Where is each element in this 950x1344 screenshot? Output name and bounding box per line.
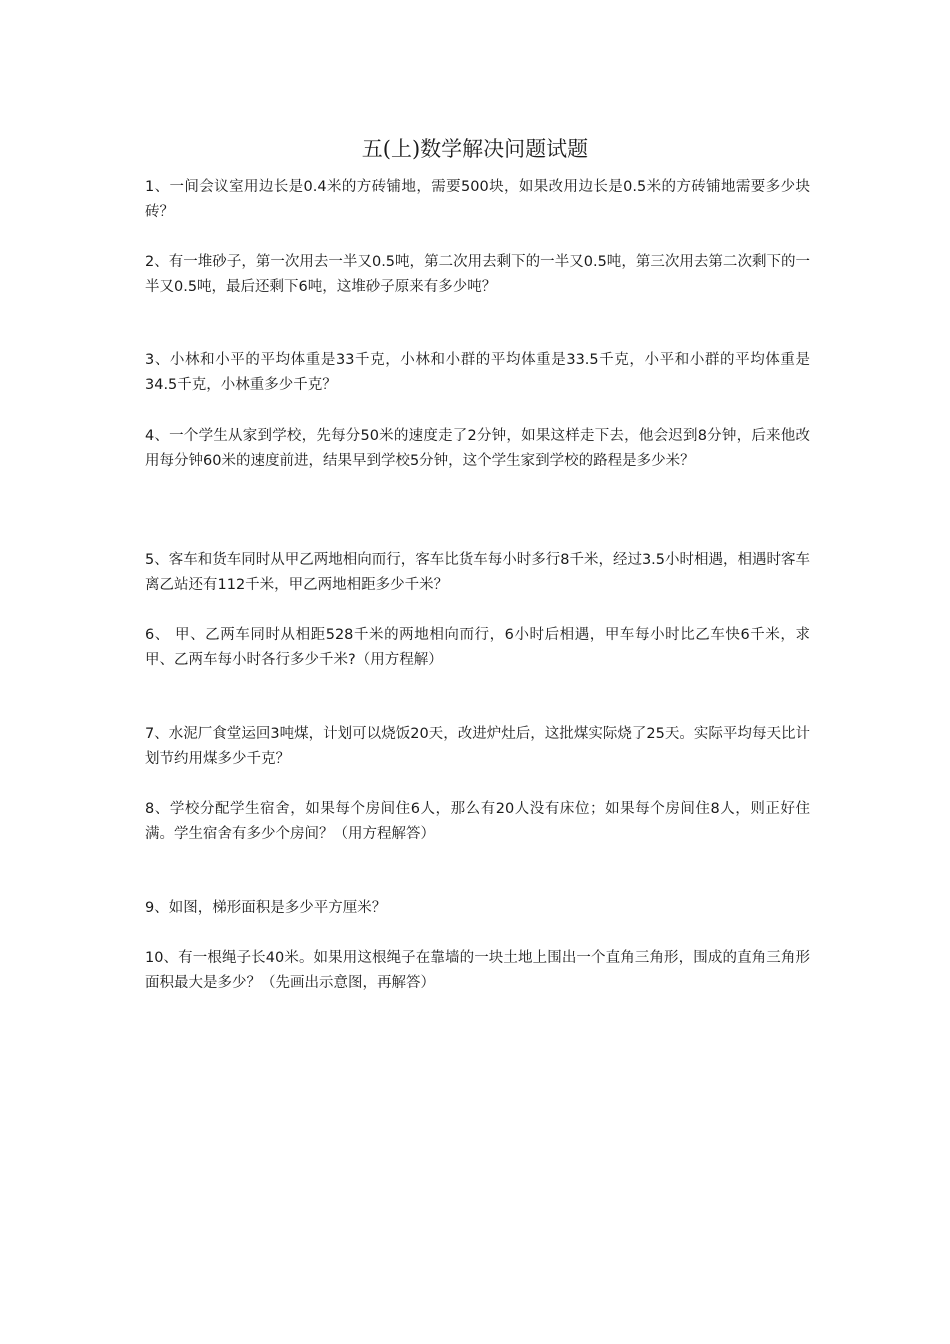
question-3: 3、小林和小平的平均体重是33千克，小林和小群的平均体重是33.5千克，小平和小群的平均体重是34.5千克，小林重多少千克？	[145, 352, 810, 393]
question-8: 8、学校分配学生宿舍，如果每个房间住6人，那么有20人没有床位；如果每个房间住8人，则正好住满。学生宿舍有多少个房间？（用方程解答）	[145, 801, 810, 842]
question-6: 6、 甲、乙两车同时从相距528千米的两地相向而行，6小时后相遇，甲车每小时比乙车快6千米，求甲、乙两车每小时各行多少千米?（用方程解）	[145, 627, 810, 668]
question-2: 2、有一堆砂子，第一次用去一半又0.5吨，第二次用去剩下的一半又0.5吨，第三次用去第二次剩下的一半又0.5吨，最后还剩下6吨，这堆砂子原来有多少吨？	[145, 254, 810, 295]
question-10: 10、有一根绳子长40米。如果用这根绳子在靠墙的一块土地上围出一个直角三角形，围成的直角三角形面积最大是多少？（先画出示意图，再解答）	[145, 950, 810, 991]
question-9: 9、如图，梯形面积是多少平方厘米？	[145, 900, 387, 916]
question-1: 1、一间会议室用边长是0.4米的方砖铺地，需要500块，如果改用边长是0.5米的方砖铺地需要多少块砖？	[145, 179, 810, 220]
question-7: 7、水泥厂食堂运回3吨煤，计划可以烧饭20天，改进炉灶后，这批煤实际烧了25天。实际平均每天比计划节约用煤多少千克？	[145, 726, 810, 767]
question-4: 4、一个学生从家到学校，先每分50米的速度走了2分钟，如果这样走下去，他会迟到8分钟，后来他改用每分钟60米的速度前进，结果早到学校5分钟，这个学生家到学校的路程是多少米？	[145, 428, 810, 469]
question-5: 5、客车和货车同时从甲乙两地相向而行，客车比货车每小时多行8千米，经过3.5小时相遇，相遇时客车离乙站还有112千米，甲乙两地相距多少千米？	[145, 552, 811, 593]
page-title: 五(上)数学解决问题试题	[361, 137, 589, 161]
